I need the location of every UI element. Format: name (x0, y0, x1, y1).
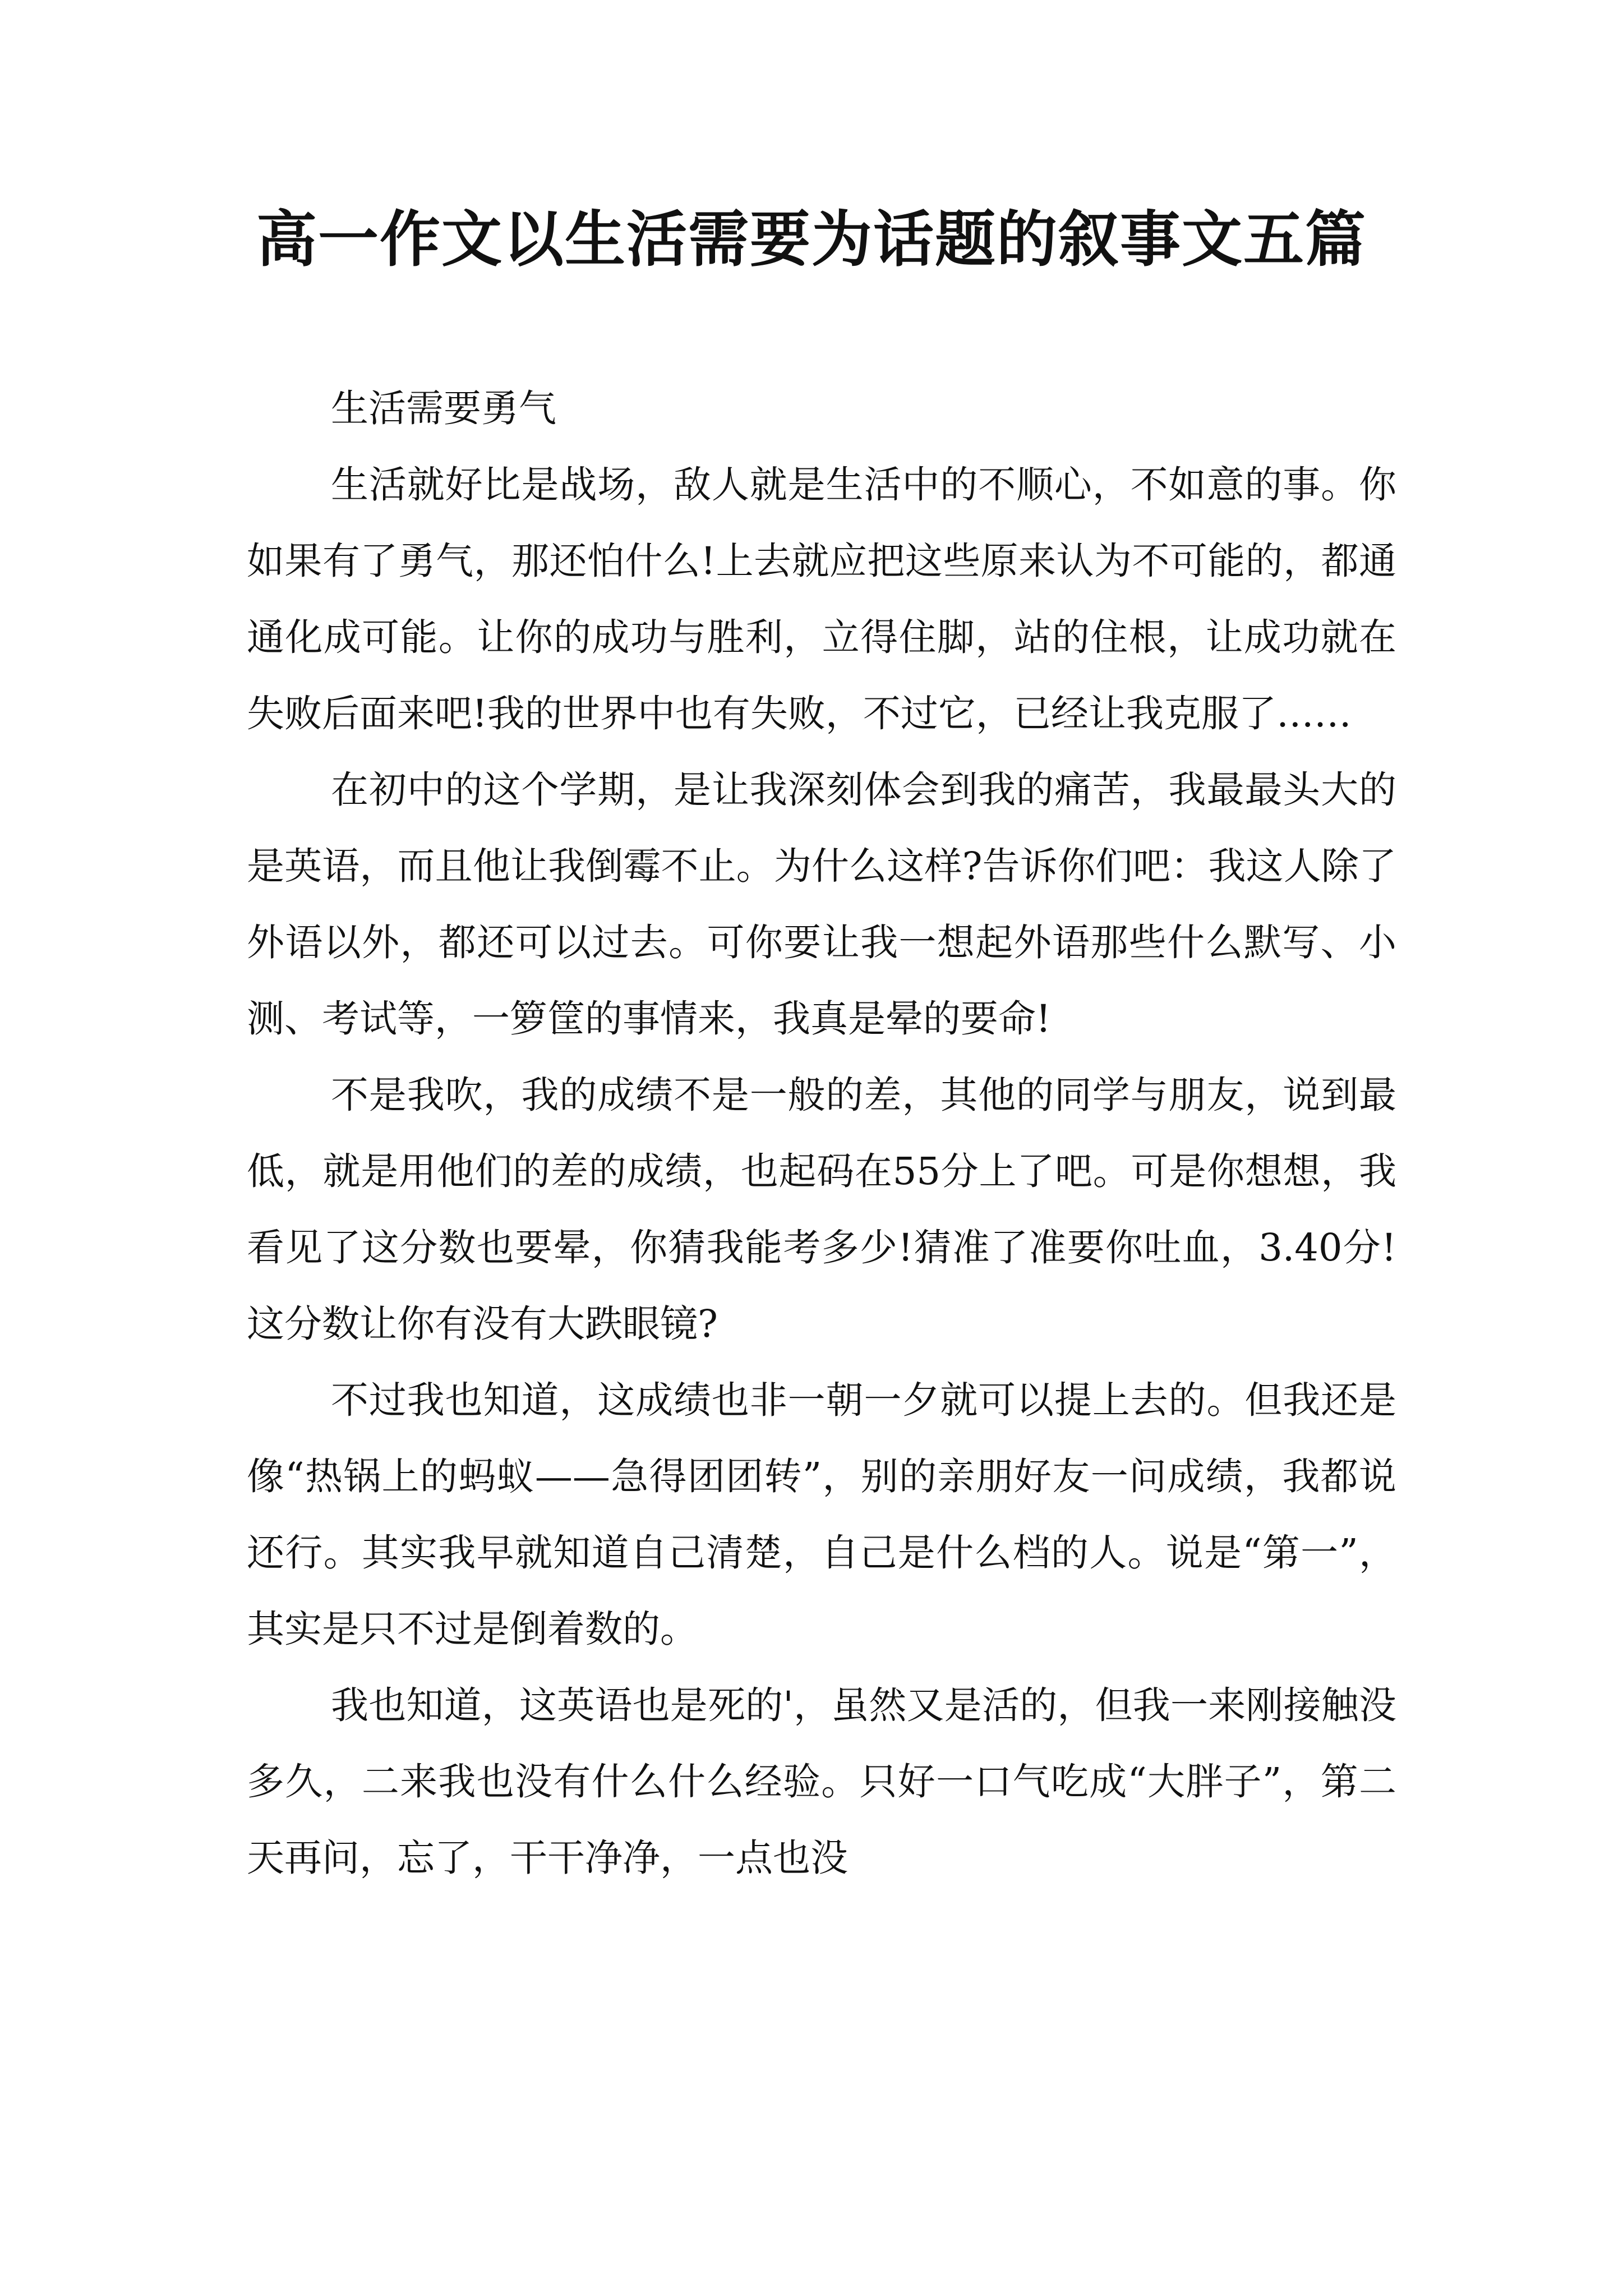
paragraph: 生活就好比是战场，敌人就是生活中的不顺心，不如意的事。你如果有了勇气，那还怕什么!上去就应把这些原来认为不可能的，都通通化成可能。让你的成功与胜利，立得住脚，站的住根，让成功就在失败后面来吧!我的世界中也有失败，不过它，已经让我克服了…… (247, 463, 1396, 735)
section-heading: 生活需要勇气 (331, 386, 556, 430)
document-title: 高一作文以生活需要为话题的叙事文五篇 (256, 204, 1367, 275)
paragraph: 不是我吹，我的成绩不是一般的差，其他的同学与朋友，说到最低，就是用他们的差的成绩，也起码在55分上了吧。可是你想想，我看见了这分数也要晕，你猜我能考多少!猜准了准要你吐血，3.40分!这分数让你有没有大跌眼镜? (247, 1073, 1396, 1346)
paragraph: 我也知道，这英语也是死的'，虽然又是活的，但我一来刚接触没多久，二来我也没有什么什么经验。只好一口气吃成“大胖子”，第二天再问，忘了，干干净净，一点也没 (247, 1683, 1396, 1880)
paragraph: 不过我也知道，这成绩也非一朝一夕就可以提上去的。但我还是像“热锅上的蚂蚁——急得团团转”，别的亲朋好友一问成绩，我都说还行。其实我早就知道自己清楚，自己是什么档的人。说是“第一”，其实是只不过是倒着数的。 (247, 1378, 1396, 1651)
paragraph: 在初中的这个学期，是让我深刻体会到我的痛苦，我最最头大的是英语，而且他让我倒霉不止。为什么这样?告诉你们吧：我这人除了外语以外，都还可以过去。可你要让我一想起外语那些什么默写、小测、考试等，一箩筐的事情来，我真是晕的要命! (247, 768, 1396, 1041)
document-body (247, 370, 1396, 1896)
